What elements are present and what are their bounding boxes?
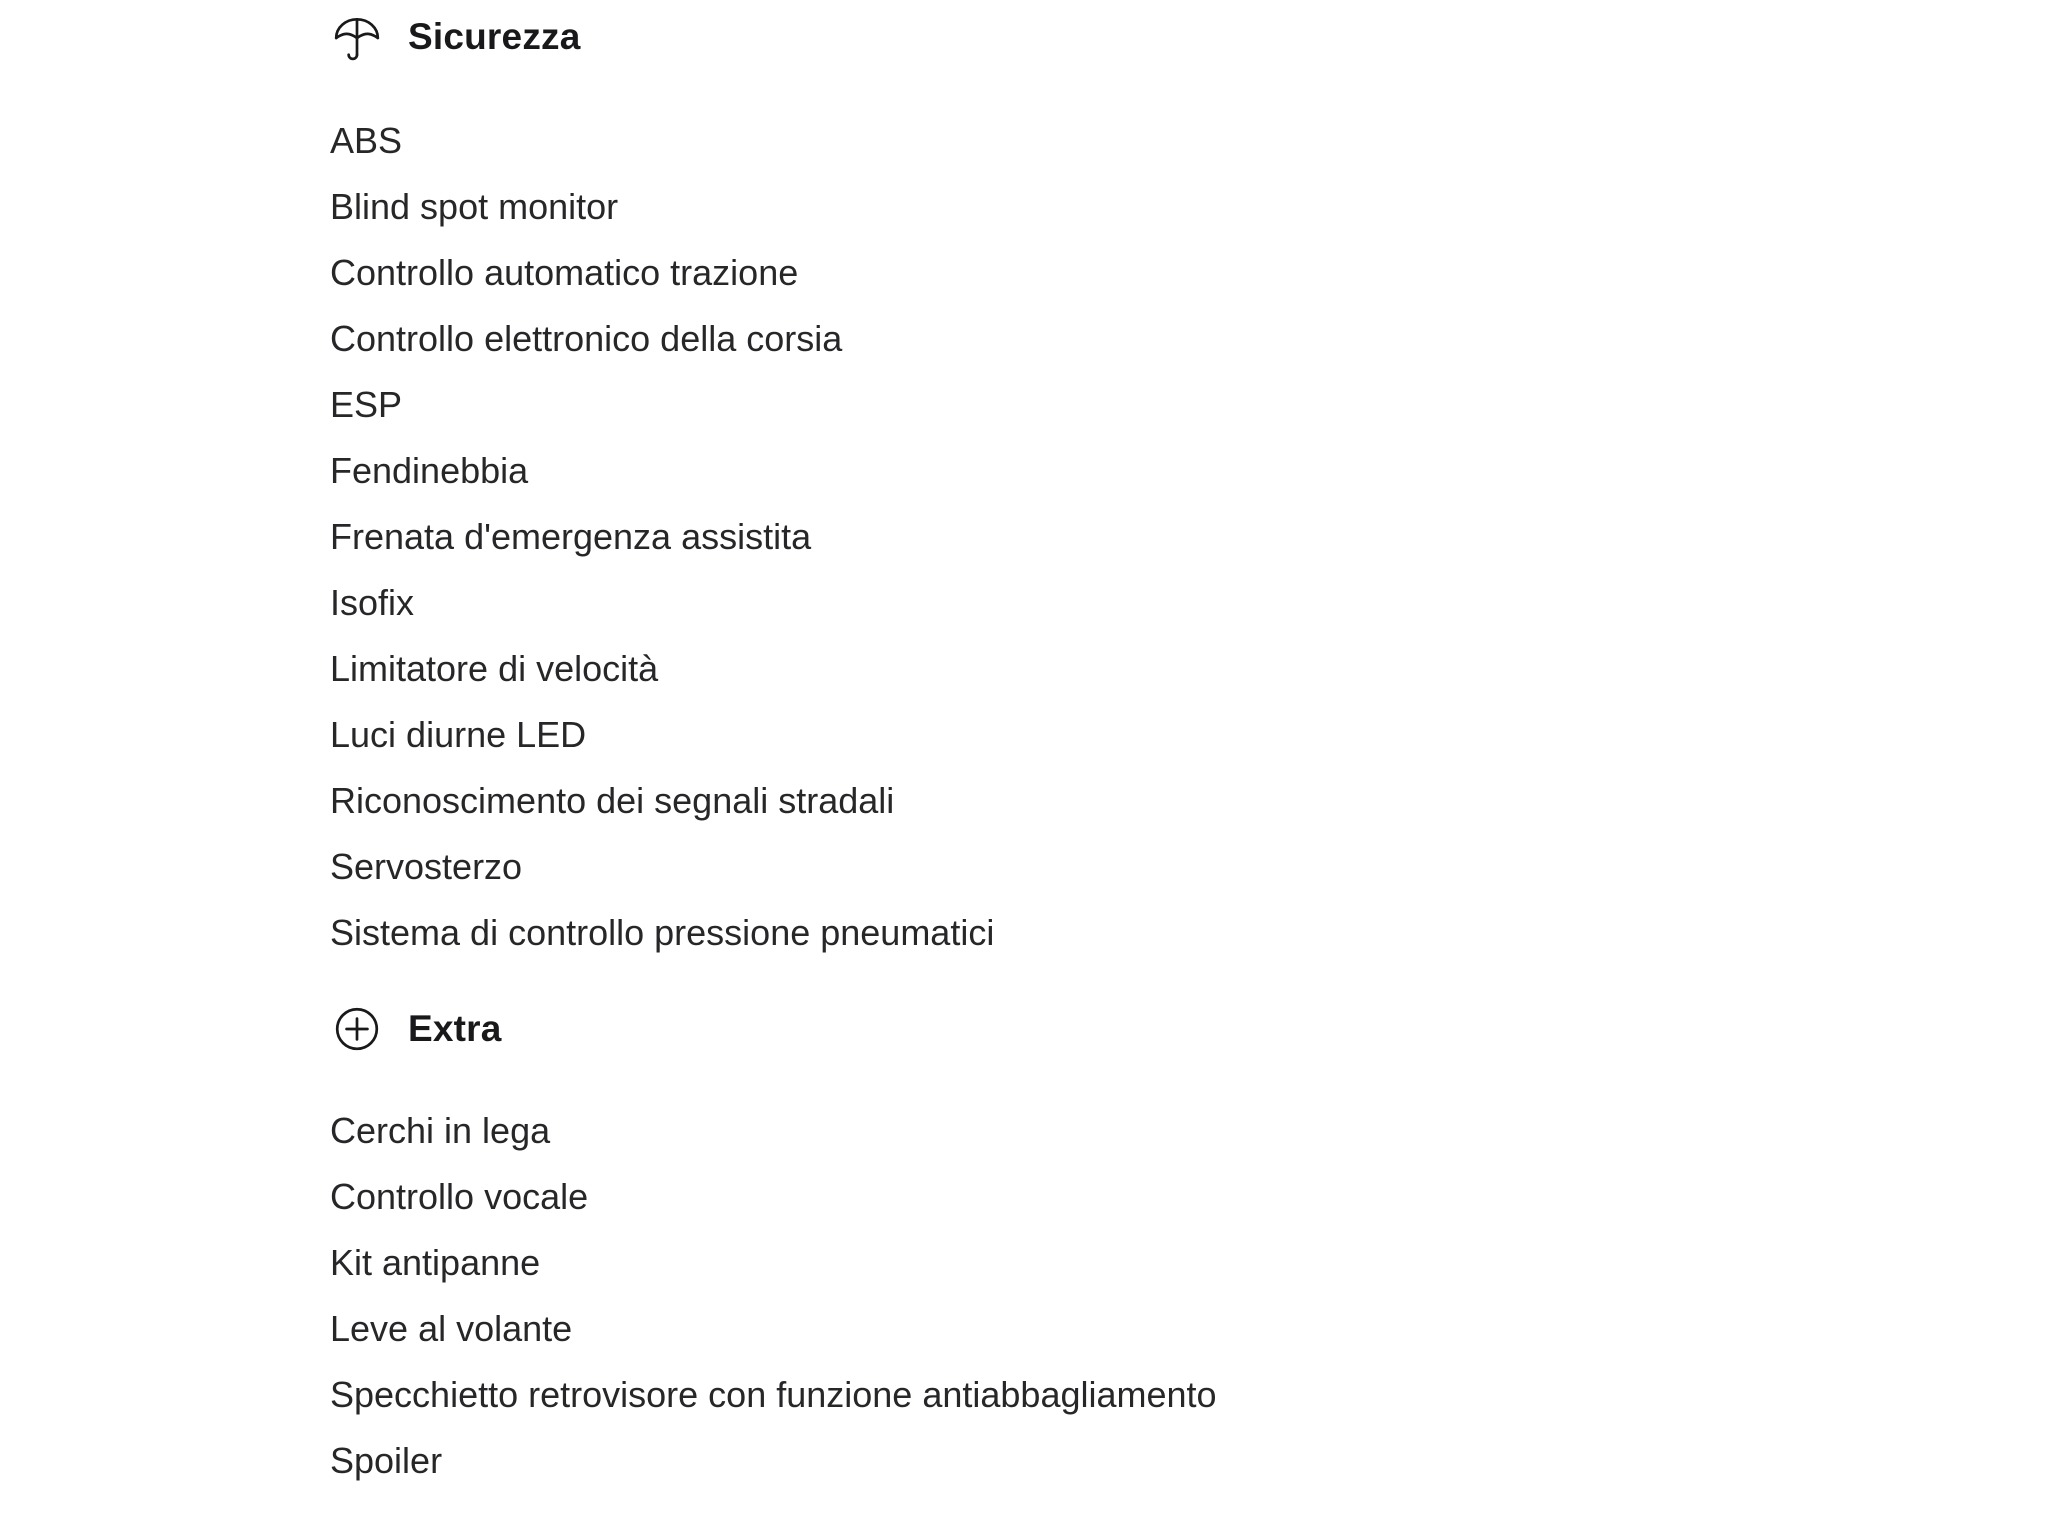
list-item: Fendinebbia [330,450,529,491]
list-item: Luci diurne LED [330,714,587,755]
section-header-extra [330,1002,2048,1056]
feature-list-extra [330,1098,2048,1494]
section-extra [330,1002,2048,1494]
list-item: Frenata d'emergenza assistita [330,516,812,557]
list-item: Leve al volante [330,1308,573,1349]
list-item: Controllo automatico trazione [330,252,799,293]
section-sicurezza [330,10,2048,966]
list-item: ABS [330,120,403,161]
section-title: Extra [408,1007,502,1049]
list-item: Kit antipanne [330,1242,541,1283]
section-spacer [330,966,2048,1002]
umbrella-icon [330,10,384,64]
list-item: Controllo vocale [330,1176,589,1217]
plus-circle-icon [330,1002,384,1056]
list-item: Blind spot monitor [330,186,619,227]
list-item: Servosterzo [330,846,523,887]
feature-list-sicurezza [330,108,2048,966]
section-title: Sicurezza [408,15,581,57]
list-item: Spoiler [330,1440,443,1481]
list-item: Sistema di controllo pressione pneumatici [330,912,995,953]
list-item: Cerchi in lega [330,1110,551,1151]
list-item: ESP [330,384,403,425]
list-item: Specchietto retrovisore con funzione antiabbagliamento [330,1374,1217,1415]
section-header-sicurezza [330,10,2048,64]
list-item: Riconoscimento dei segnali stradali [330,780,895,821]
list-item: Controllo elettronico della corsia [330,318,843,359]
list-item: Isofix [330,582,415,623]
list-item: Limitatore di velocità [330,648,659,689]
